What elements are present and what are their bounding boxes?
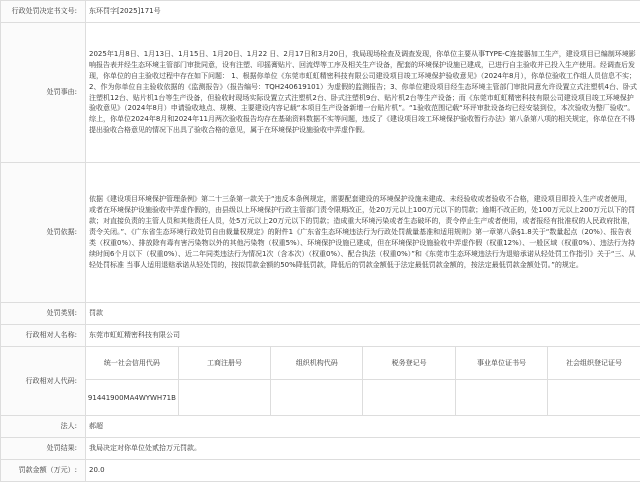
legal-rep-value: 郝超 (86, 416, 640, 438)
header-credit-code: 统一社会信用代码 (86, 347, 178, 380)
row-party-code (1, 347, 640, 416)
row-reason (1, 23, 640, 163)
row-party (1, 325, 640, 347)
row-amount (1, 460, 640, 482)
value-social-org-cert (548, 380, 640, 416)
amount-value: 20.0 (86, 460, 640, 482)
result-value: 我局决定对你单位处贰拾万元罚款。 (86, 438, 640, 460)
amount-label: 罚款金额（万元）: (1, 460, 86, 482)
case-number-label: 行政处罚决定书文号: (1, 1, 86, 23)
header-org-code: 组织机构代码 (271, 347, 363, 380)
header-tax-reg: 税务登记号 (363, 347, 455, 380)
value-org-code (271, 380, 363, 416)
header-business-reg: 工商注册号 (178, 347, 270, 380)
header-social-org-cert: 社会组织登记证号 (548, 347, 640, 380)
value-credit-code: 91441900MA4WYWH71B (86, 380, 178, 416)
value-business-reg (178, 380, 270, 416)
header-institution-cert: 事业单位证书号 (455, 347, 547, 380)
party-code-label: 行政相对人代码: (1, 347, 86, 416)
party-label: 行政相对人名称: (1, 325, 86, 347)
row-result (1, 438, 640, 460)
row-type (1, 303, 640, 325)
basis-text: 依据《建设项目环境保护管理条例》第二十三条第一款关于“违反本条例规定，需要配套建设的环境保护设施未建成、未经验收或者验收不合格，建设项目即投入生产或者使用，或者在环境保护设施验收中弄虚作假的，由县级以上环境保护行政主管部门责令限期改正，处20万元以上100万元以下的罚款；逾期不改正的，处100万元以上200万元以下的罚款；对直接负责的主管人员和其他责任人员，处5万元以上20万元以下的罚款；造成重大环境污染或者生态破坏的，责令停止生产或者使用，或者报经有批准权的人民政府批准，责令关闭。”、《广东省生态环境行政处罚自由裁量权规定》的附件1《广东省生态环境违法行为行政处罚裁量基准和适用规则》第一章第八条§1.8关于“数量起点（20%）、报告表类（权重0%）、排放除有毒有害污染物以外的其他污染物（权重5%）、环境保护设施已建成，但在环境保护设施验收中弄虚作假（权重12%）、一般区域（权重0%）、违法行为持续时间6个月以下（权重0%）、近二年同类违法行为情况1次（含本次）（权重0%）、配合执法（权重0%）”和《东莞市生态环境违法行为退赔承诺从轻处罚工作指引》关于“三、从轻处罚标准 当事人适用退赔承诺从轻处罚的，按拟罚款金额的50%降低罚款，降低后的罚款金额低于法定最低罚款金额的，按法定最低罚款金额处罚。”的规定。 (89, 194, 637, 270)
row-basis (1, 163, 640, 303)
basis-label: 处罚依据: (1, 163, 86, 303)
type-label: 处罚类别: (1, 303, 86, 325)
party-value: 东莞市虹虹精密科技有限公司 (86, 325, 640, 347)
type-value: 罚款 (86, 303, 640, 325)
value-tax-reg (363, 380, 455, 416)
party-code-table (86, 347, 640, 415)
case-number-value: 东环罚字[2025]171号 (86, 1, 640, 23)
legal-rep-label: 法人: (1, 416, 86, 438)
reason-text: 2025年1月8日、1月13日、1月15日、1月20日、1月22 日、2月17日和3月20日，我局现场检查及调查发现，你单位主要从事TYPE-C连接器加工生产，建设项目已编制环境影响报告表并经生态环境主管部门审批同意，设有注塑、印摇膏贴片、回流焊等工序及相关生产设备，配套的环境保护设施已建成，已进行自主验收并已投入生产使用。经调查后发现，你单位的自主验收过程中存在如下问题： 1、根据你单位《东莞市虹虹精密科技有限公司建设项目竣工环境保护验收意见》（2024年8月），你单位验收工作组人员信息不实；2、作为你单位自主验收依据的《监测报告》（报告编号：TQH240619101）为虚假的监测报告；3、你单位建设项目经生态环境主管部门审批同意允许设置立式注塑机4台、卧式注塑机12台、贴片机1台等生产设备，但验收时现场实际设置立式注塑机2台、卧式注塑机9台、贴片机2台等生产设备；而《东莞市虹虹精密科技有限公司建设项目竣工环境保护验收意见》（2024年8月）申请验收地点、规模、主要建设内容记载“本项目生产设备新增一台贴片机”。“1验收范围记载“环评审批设备均已经安装到位，本次验收为整厂验收”。综上，你单位2024年8月和2024年11月两次验收报告均存在基础资料数据不实等问题，违反了《建设项目竣工环境保护验收暂行办法》第八条第八项的相关规定，你单位在不得提出验收合格意见的情况下出具了验收合格的意见，属于在环境保护设施验收中弄虚作假。 (89, 49, 637, 136)
result-label: 处罚结果: (1, 438, 86, 460)
row-legal-rep (1, 416, 640, 438)
value-institution-cert (455, 380, 547, 416)
reason-label: 处罚事由: (1, 23, 86, 163)
row-case-number (1, 1, 640, 23)
